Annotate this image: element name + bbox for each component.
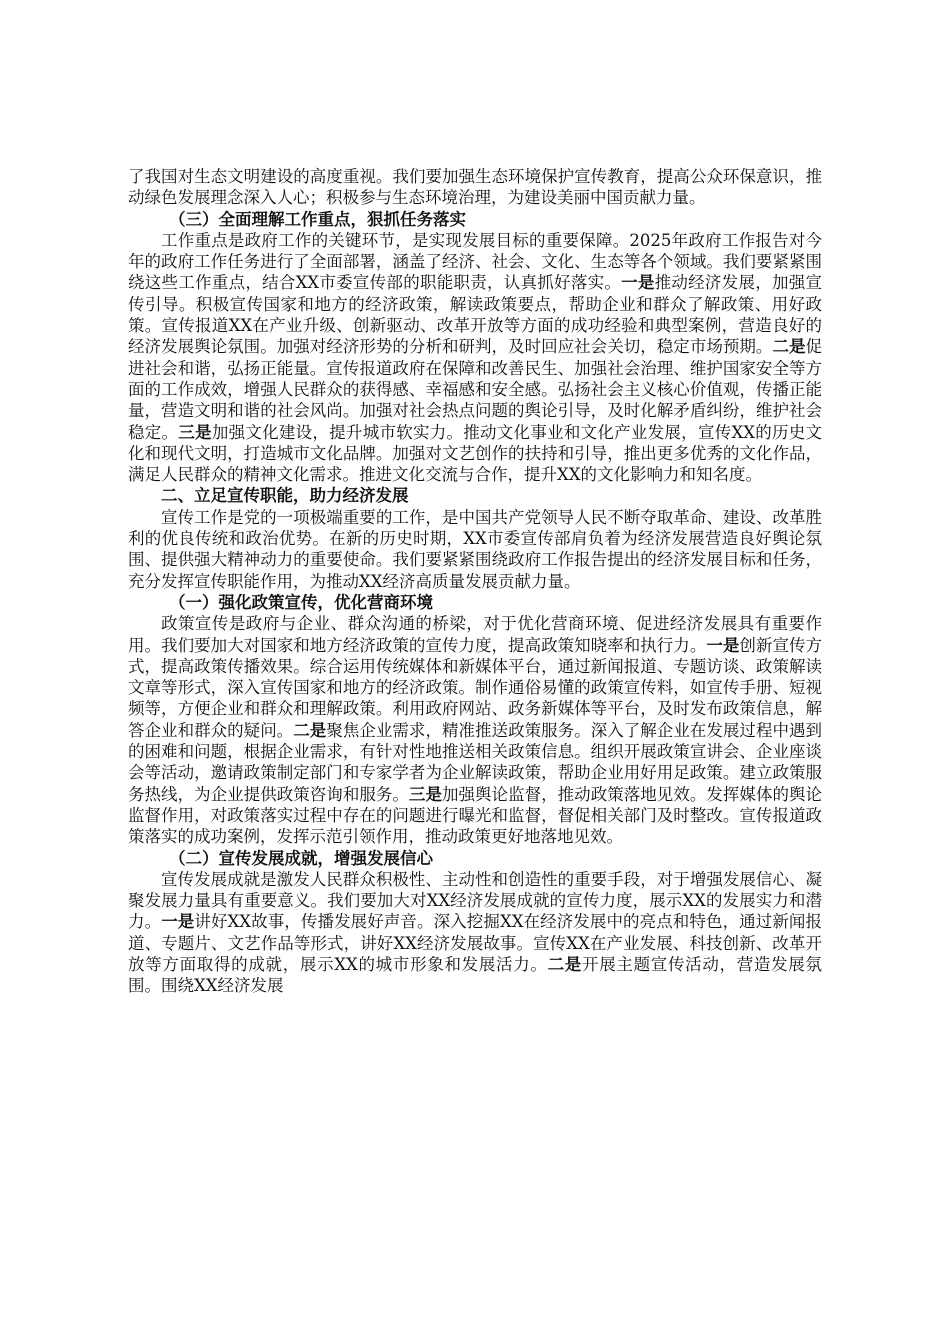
heading-work-focus: （三）全面理解工作重点，狠抓任务落实 <box>169 209 466 229</box>
bold-marker-first: 一是 <box>161 912 195 932</box>
text-run: 工作重点是政府工作的关键环节，是实现发展目标的重要保障。2025年政府工作报告对今年的政府工作任务进行了全面部署，涵盖了经济、社会、文化、生态等各个领域。我们要紧紧围绕这些工作重点，结合XX市委宣传部的职能职责，认真抓好落实。 <box>128 230 822 293</box>
paragraph-policy-promotion <box>128 613 822 847</box>
bold-marker-first: 一是 <box>706 635 740 655</box>
text-run: 开展主题宣传活动，营造发展氛围。围绕XX经济发展 <box>128 954 823 996</box>
text-run: 宣传发展成就是激发人民群众积极性、主动性和创造性的重要手段，对于增强发展信心、凝聚发展力量具有重要意义。我们要加大对XX经济发展成就的宣传力度，展示XX的发展实力和潜力。 <box>128 869 822 932</box>
document-page <box>128 166 822 997</box>
bold-marker-third: 三是 <box>178 422 212 442</box>
bold-marker-second: 二是 <box>772 337 806 357</box>
heading-section-two: 二、立足宣传职能，助力经济发展 <box>161 486 409 506</box>
text-run: 政策宣传是政府与企业、群众沟通的桥梁，对于优化营商环境、促进经济发展具有重要作用。我们要加大对国家和地方经济政策的宣传力度，提高政策知晓率和执行力。 <box>128 614 822 655</box>
text-run: 推动经济发展，加强宣传引导。积极宣传国家和地方的经济政策，解读政策要点，帮助企业和群众了解政策、用好政策。宣传报道XX在产业升级、创新驱动、改革开放等方面的成功经验和典型案例，营造良好的经济发展舆论氛围。加强对经济形势的分析和研判，及时回应社会关切，稳定市场预期。 <box>128 273 823 357</box>
text-run: 创新宣传方式，提高政策传播效果。综合运用传统媒体和新媒体平台，通过新闻报道、专题访谈、政策解读文章等形式，深入宣传国家和地方的经济政策。制作通俗易懂的政策宣传料，如宣传手册、短视频等，方便企业和群众和理解政策。利用政府网站、政务新媒体等平台，及时发布政策信息，解答企业和群众的疑问。 <box>128 635 823 740</box>
text-run: 聚焦企业需求，精准推送政策服务。深入了解企业在发展过程中遇到的困难和问题，根据企业需求，有针对性地推送相关政策信息。组织开展政策宣讲会、企业座谈会等活动，邀请政策制定部门和专家学者为企业解读政策，帮助企业用好用足政策。建立政策服务热线，为企业提供政策咨询和服务。 <box>128 720 823 804</box>
bold-marker-second: 二是 <box>293 720 327 740</box>
text-run: 加强文化建设，提升城市软实力。推动文化事业和文化产业发展，宣传XX的历史文化和现代文明，打造城市文化品牌。加强对文艺创作的扶持和引导，推出更多优秀的文化作品，满足人民群众的精神文化需求。推进文化交流与合作，提升XX的文化影响力和知名度。 <box>128 422 823 485</box>
bold-marker-second: 二是 <box>547 954 582 974</box>
paragraph-work-focus <box>128 230 822 486</box>
text-run: 促进社会和谐，弘扬正能量。宣传报道政府在保障和改善民生、加强社会治理、维护国家安全等方面的工作成效，增强人民群众的获得感、幸福感和安全感。弘扬社会主义核心价值观，传播正能量，营造文明和谐的社会风尚。加强对社会热点问题的舆论引导，及时化解矛盾纠纷，维护社会稳定。 <box>128 337 823 442</box>
text-run: 讲好XX故事，传播发展好声音。深入挖掘XX在经济发展中的亮点和特色，通过新闻报道、专题片、文艺作品等形式，讲好XX经济发展故事。宣传XX在产业发展、科技创新、改革开放等方面取得的成就，展示XX的城市形象和发展活力。 <box>128 912 823 974</box>
paragraph-development-achievements <box>128 869 822 997</box>
bold-marker-third: 三是 <box>408 784 442 804</box>
heading-development-achievements: （二）宣传发展成就，增强发展信心 <box>169 848 433 868</box>
bold-marker-first: 一是 <box>621 273 655 293</box>
text-run: 加强舆论监督，推动政策落地见效。发挥媒体的舆论监督作用，对政策落实过程中存在的问题进行曝光和监督，督促相关部门及时整改。宣传报道政策落实的成功案例，发挥示范引领作用，推动政策更好地落地见效。 <box>128 784 823 847</box>
paragraph-propaganda-role: 宣传工作是党的一项极端重要的工作，是中国共产党领导人民不断夺取革命、建设、改革胜利的优良传统和政治优势。在新的历史时期，XX市委宣传部肩负着为经济发展营造良好舆论氛围、提供强大精神动力的重要使命。我们要紧紧围绕政府工作报告提出的经济发展目标和任务，充分发挥宣传职能作用，为推动XX经济高质量发展贡献力量。 <box>128 507 822 591</box>
paragraph-ecology-tail: 了我国对生态文明建设的高度重视。我们要加强生态环境保护宣传教育，提高公众环保意识，推动绿色发展理念深入人心；积极参与生态环境治理，为建设美丽中国贡献力量。 <box>128 167 822 208</box>
heading-policy-promotion: （一）强化政策宣传，优化营商环境 <box>169 592 433 612</box>
